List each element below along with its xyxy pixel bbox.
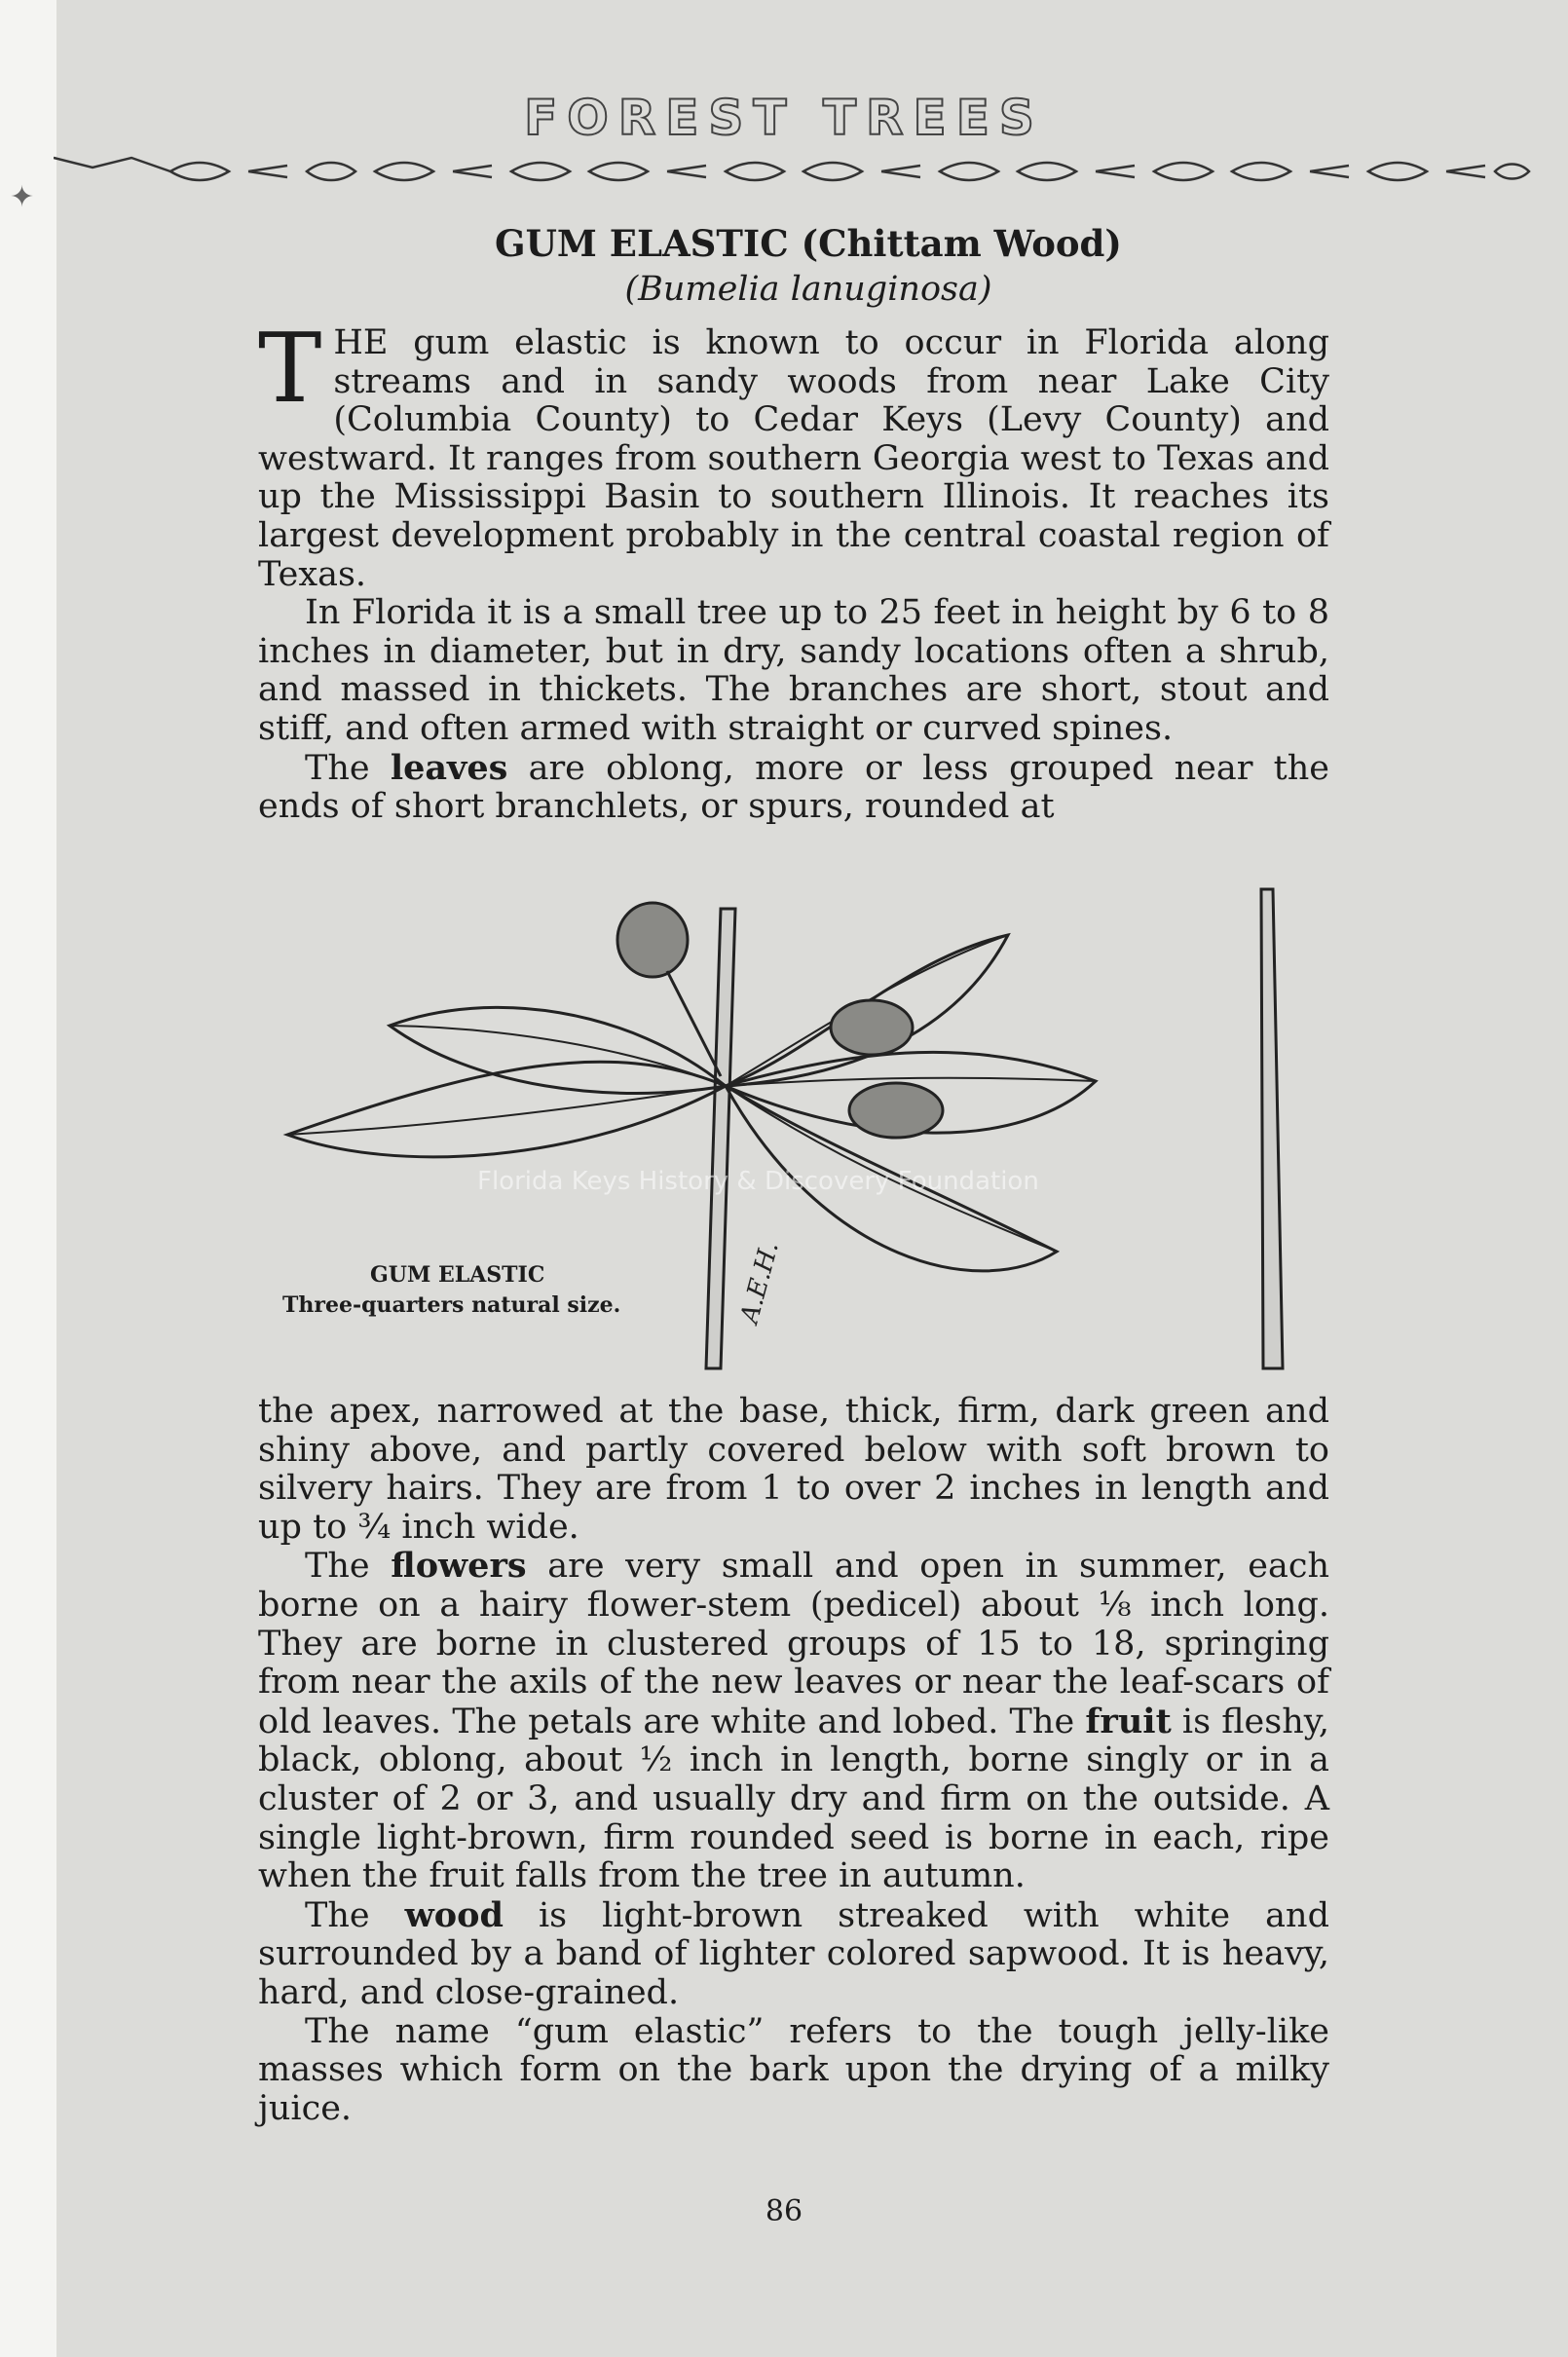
paragraph-range bbox=[258, 314, 1329, 594]
body-text-upper bbox=[258, 314, 1329, 827]
wood-intro: The bbox=[305, 1895, 405, 1935]
running-header: FOREST TREES bbox=[524, 90, 1044, 146]
ornament-border bbox=[54, 146, 1534, 189]
flowers-term: flowers bbox=[391, 1546, 527, 1587]
artist-initials: A.E.H. bbox=[734, 1238, 785, 1327]
figure-caption-scale: Three-quarters natural size. bbox=[282, 1292, 621, 1318]
scientific-name: (Bumelia lanuginosa) bbox=[624, 270, 992, 309]
paragraph-size: In Florida it is a small tree up to 25 feet in height by 6 to 8 inches in diameter, but in dry, sandy locations often a shrub, and massed in thickets. The branches are short, stout and stiff, and often armed with straight or curved spines. bbox=[258, 593, 1329, 748]
paragraph-leaves-continued: the apex, narrowed at the base, thick, firm, dark green and shiny above, and partly covered below with soft brown to silvery hairs. They are from 1 to over 2 inches in length and up to ¾ inch wide. bbox=[258, 1392, 1329, 1547]
watermark: Florida Keys History & Discovery Foundation bbox=[477, 1167, 1039, 1196]
leaves-term: leaves bbox=[390, 747, 508, 788]
flowers-intro: The bbox=[305, 1547, 392, 1587]
fruit-text: is fleshy, black, oblong, about ½ inch in length, borne singly or in a cluster of 2 or 3, and usually dry and firm on the outside. A single light-brown, firm rounded seed is borne in each, ripe when the fruit falls from the tree in autumn. bbox=[258, 1702, 1330, 1896]
paragraph-leaves bbox=[258, 749, 1329, 827]
leaves-text: are oblong, more or less grouped near the ends of short branchlets, or spurs, rounded at bbox=[258, 748, 1329, 827]
wood-term: wood bbox=[404, 1894, 504, 1935]
paragraph-range-text: HE gum elastic is known to occur in Florida along streams and in sandy woods from near Lake City (Columbia County) to Cedar Keys (Levy County) and westward. It ranges from southern Georgia west to Texas and up the Mississippi Basin to southern Illinois. It reaches its largest development probably in the central coastal region of Texas. bbox=[258, 323, 1329, 594]
paragraph-flowers bbox=[258, 1547, 1329, 1895]
drop-cap: T bbox=[258, 314, 322, 425]
body-text-lower bbox=[258, 1393, 1329, 2128]
figure-caption-title: GUM ELASTIC bbox=[370, 1262, 545, 1288]
article-title: GUM ELASTIC (Chittam Wood) bbox=[495, 222, 1122, 265]
fruit-term: fruit bbox=[1085, 1701, 1172, 1741]
leaves-intro: The bbox=[305, 748, 391, 788]
paragraph-name: The name “gum elastic” refers to the tough jelly-like masses which form on the bark upon the drying of a milky juice. bbox=[258, 2011, 1329, 2128]
flowers-text: are very small and open in summer, each borne on a hairy flower-stem (pedicel) about ⅛ inch long. They are borne in clustered groups of 15 to 18, springing from near the axils of the new leaves or near the leaf-scars of old leaves. The petals are white and lobed. The bbox=[258, 1547, 1329, 1741]
page-edge-mark: ✦ bbox=[10, 180, 35, 214]
wood-text: is light-brown streaked with white and surrounded by a band of lighter colored sapwood. It is heavy, hard, and close-grained. bbox=[258, 1895, 1329, 2012]
paragraph-wood bbox=[258, 1896, 1329, 2013]
page-number: 86 bbox=[765, 2194, 803, 2228]
